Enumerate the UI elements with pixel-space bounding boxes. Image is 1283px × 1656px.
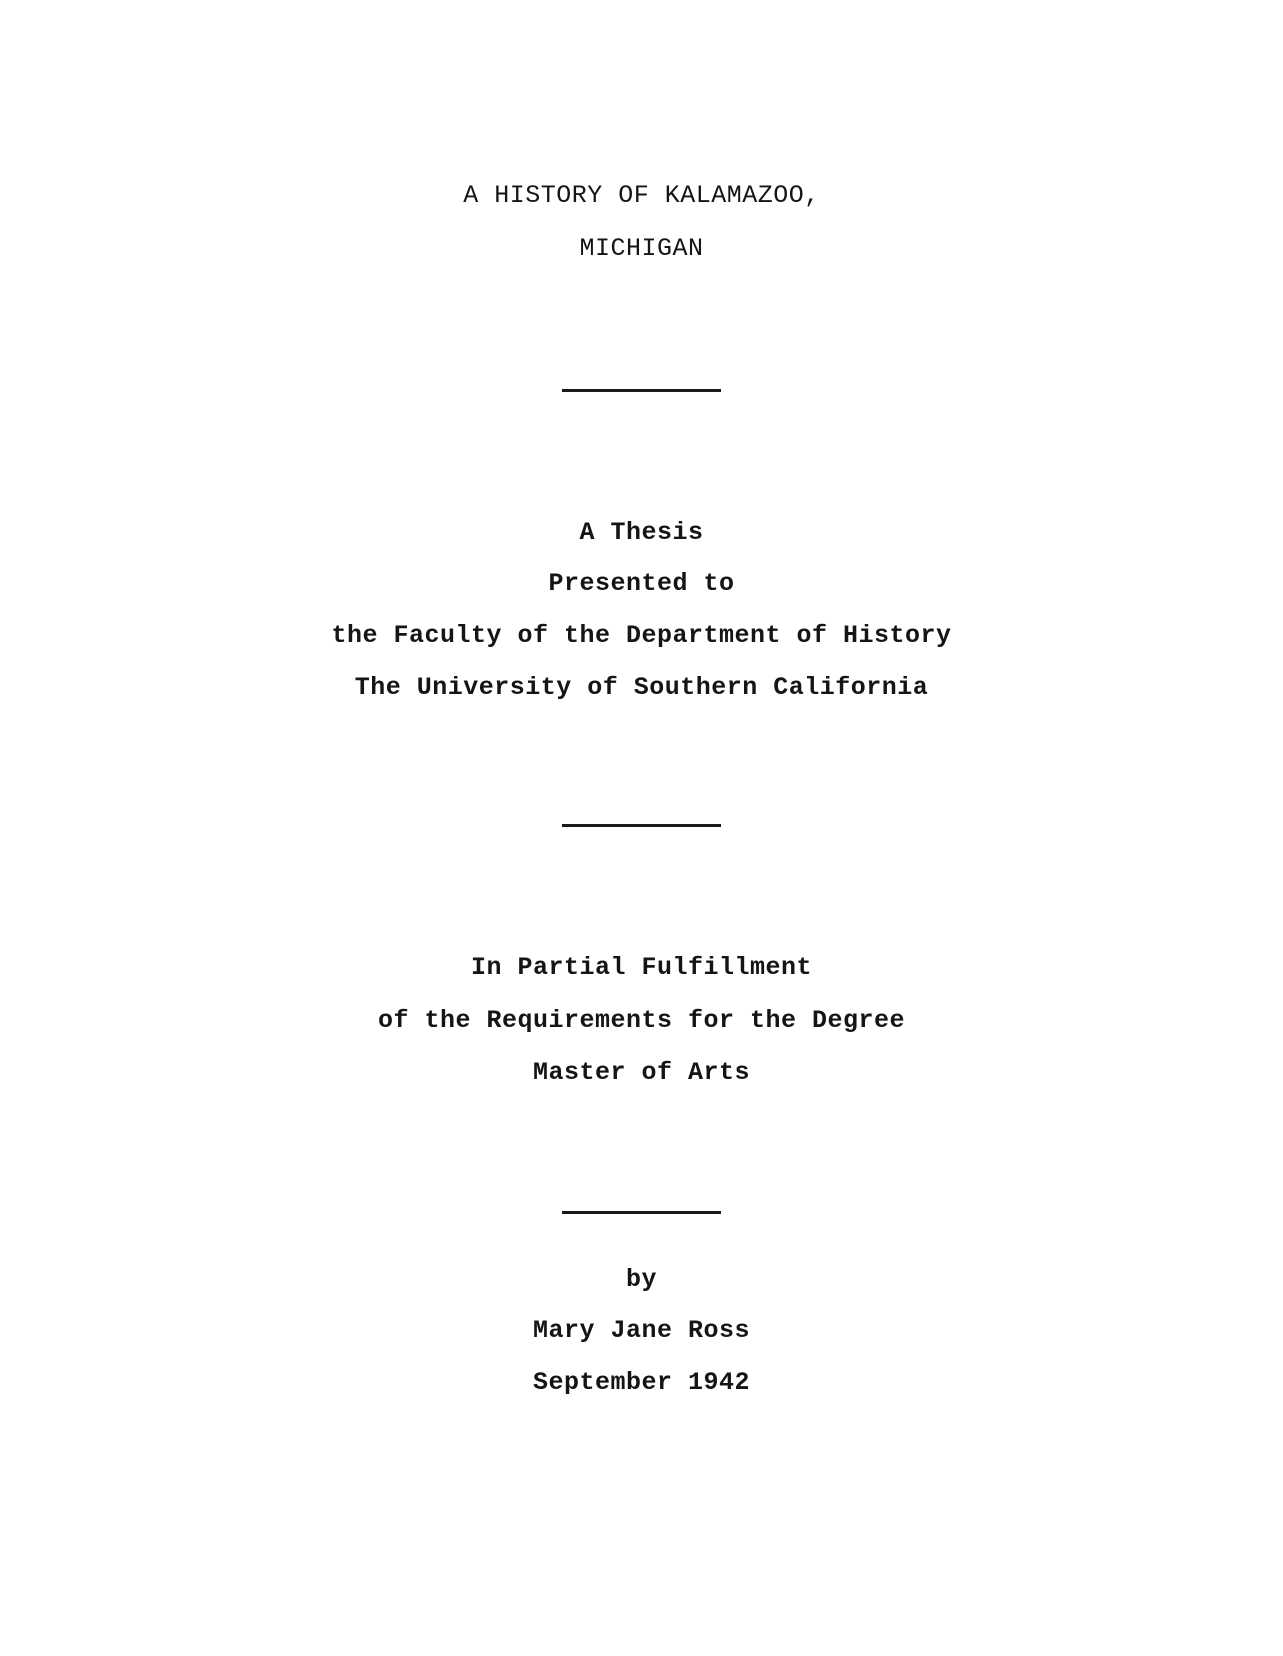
thesis-line-1: A Thesis — [579, 518, 704, 547]
title-line-1: A HISTORY OF KALAMAZOO, — [463, 181, 820, 210]
thesis-line-4: The University of Southern California — [354, 673, 929, 702]
fulfillment-line-1: In Partial Fulfillment — [470, 953, 813, 982]
title-line-2: MICHIGAN — [579, 234, 704, 263]
thesis-line-2: Presented to — [548, 569, 735, 598]
section-divider-2 — [562, 824, 721, 827]
section-divider-3 — [562, 1211, 721, 1214]
fulfillment-line-2: of the Requirements for the Degree — [377, 1006, 906, 1035]
submission-date: September 1942 — [532, 1368, 751, 1397]
author-name: Mary Jane Ross — [532, 1316, 751, 1345]
thesis-line-3: the Faculty of the Department of History — [331, 621, 952, 650]
fulfillment-line-3: Master of Arts — [532, 1058, 751, 1087]
section-divider-1 — [562, 389, 721, 392]
by-line: by — [625, 1265, 657, 1294]
